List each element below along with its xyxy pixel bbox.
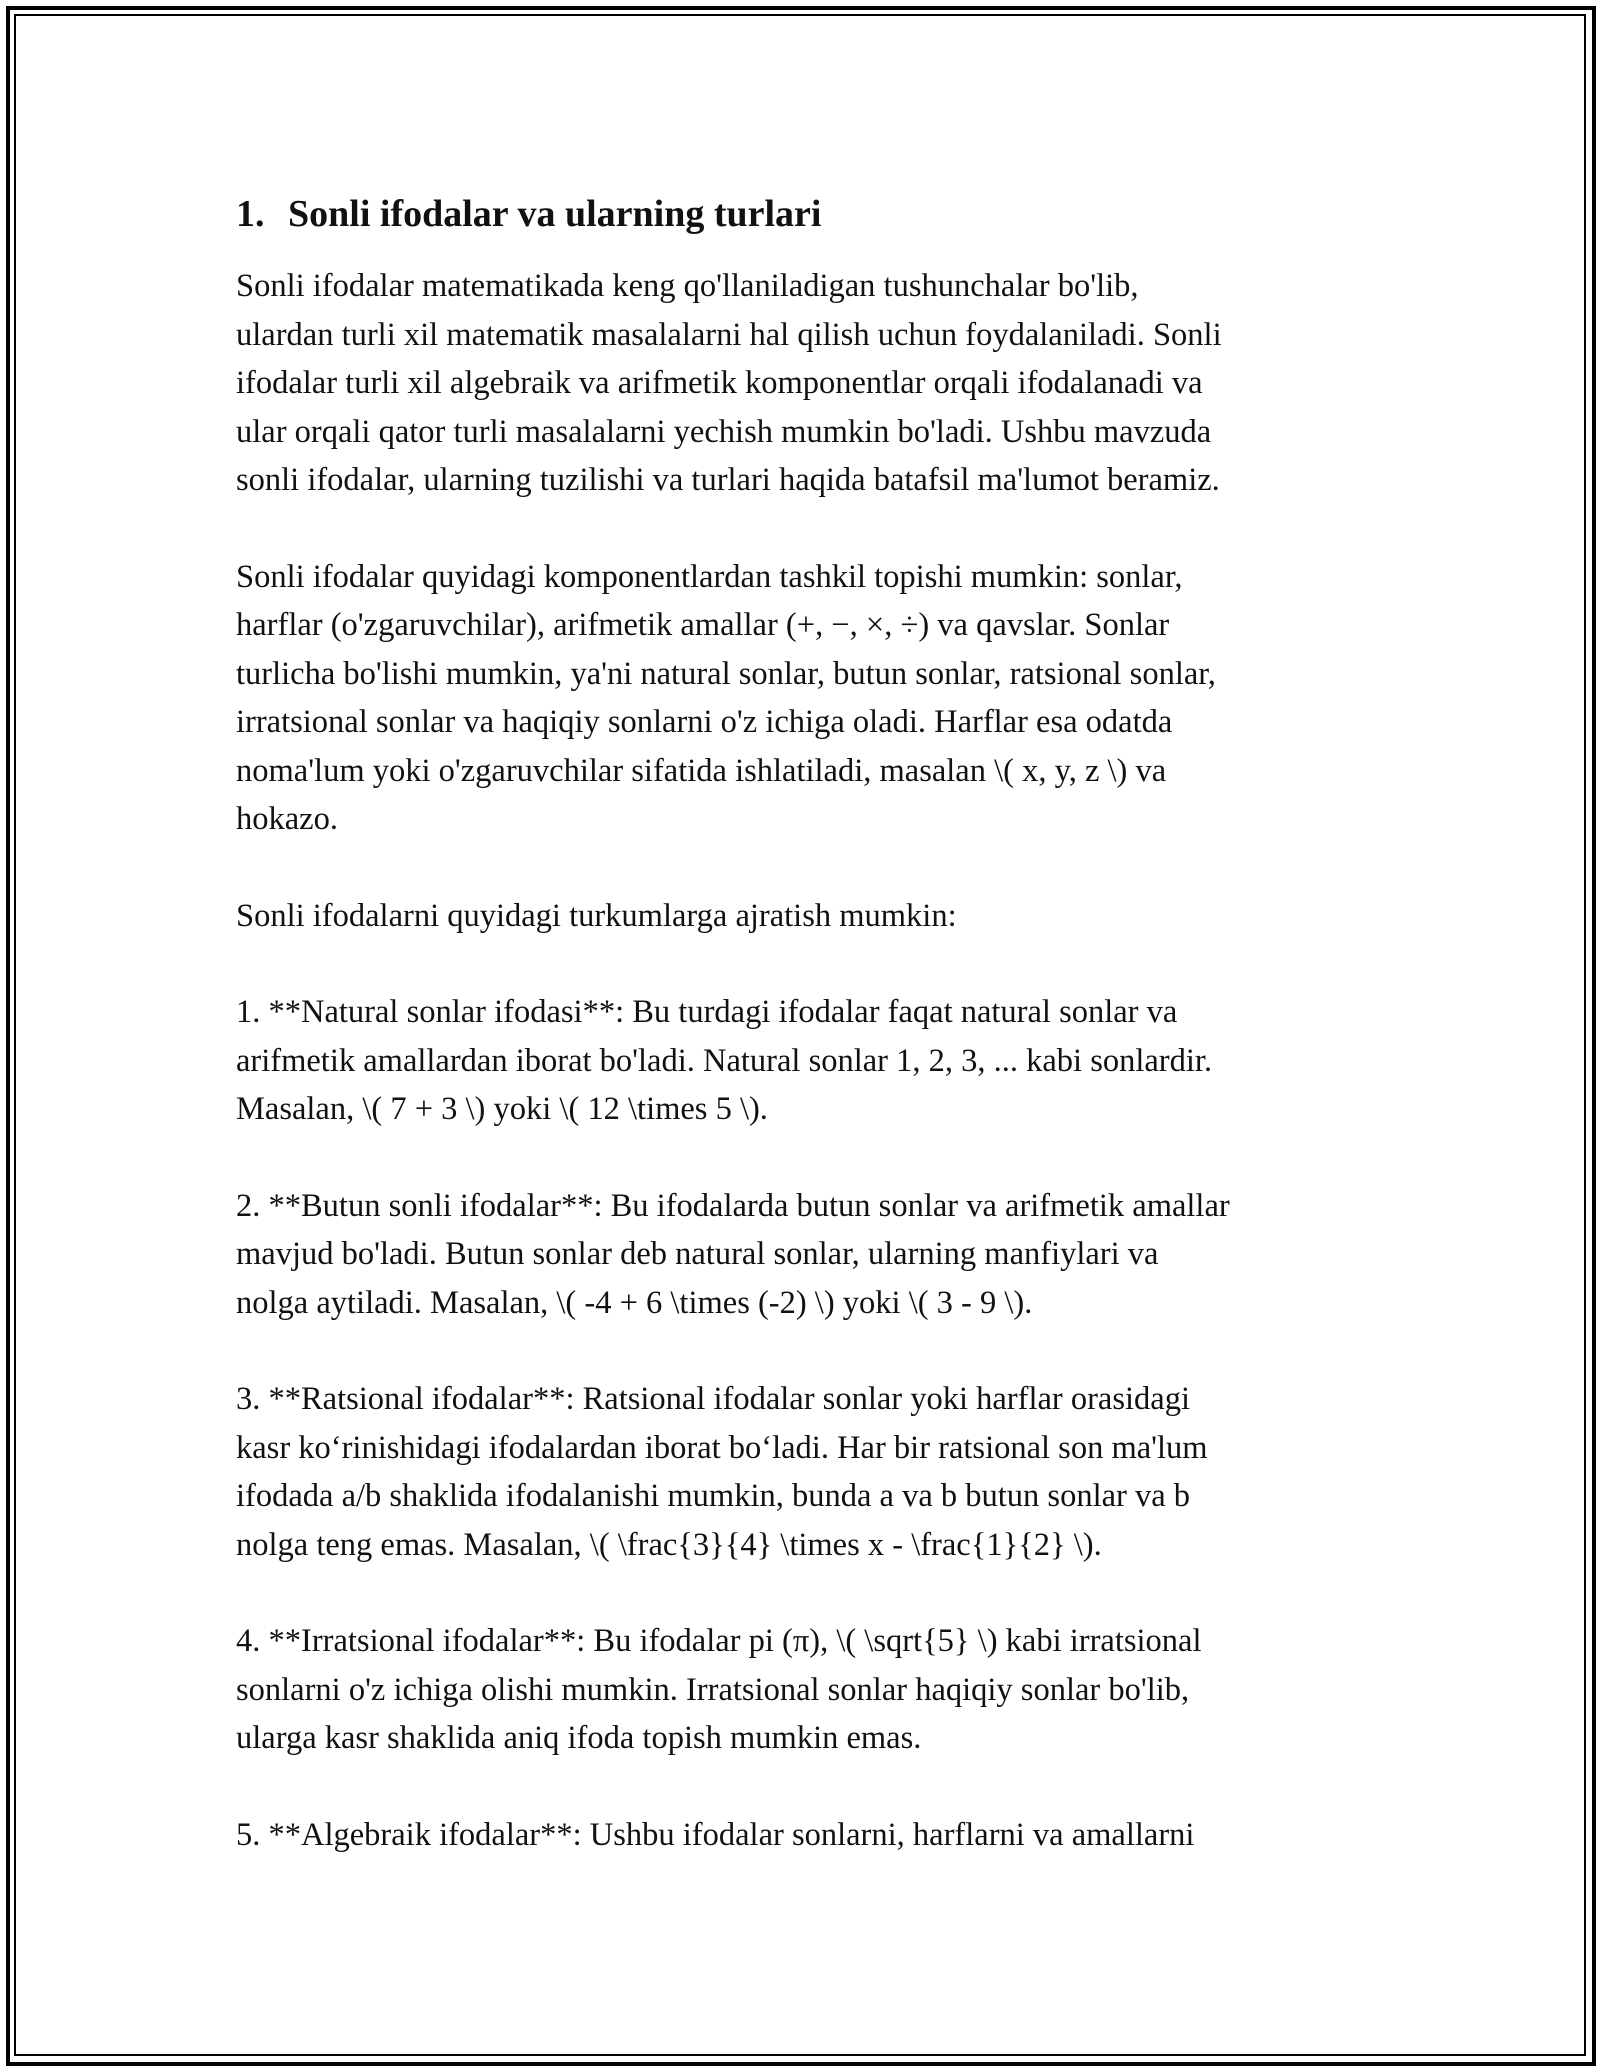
section-heading: [236, 186, 1366, 242]
text-line: Sonli ifodalarni quyidagi turkumlarga ajratish mumkin:: [236, 897, 957, 934]
text-line: arifmetik amallardan iborat bo'ladi. Natural sonlar 1, 2, 3, ... kabi sonlardir.: [236, 1042, 1213, 1079]
paragraph: [236, 1617, 1366, 1763]
text-line: ifodada a/b shaklida ifodalanishi mumkin, bunda a va b butun sonlar va b: [236, 1478, 1191, 1514]
paragraph: [236, 1182, 1366, 1328]
text-line: sonli ifodalar, ularning tuzilishi va turlari haqida batafsil ma'lumot beramiz.: [236, 462, 1220, 498]
text-line: 4. **Irratsional ifodalar**: Bu ifodalar pi (π), \( \sqrt{5} \) kabi irratsional: [236, 1623, 1202, 1659]
text-line: nolga aytiladi. Masalan, \( -4 + 6 \times (-2) \) yoki \( 3 - 9 \).: [236, 1284, 1033, 1321]
paragraph: [236, 262, 1366, 505]
text-line: hokazo.: [236, 801, 338, 837]
paragraph: [236, 988, 1366, 1134]
paragraph: [236, 553, 1366, 844]
section-title: Sonli ifodalar va ularning turlari: [288, 193, 822, 235]
text-line: ulardan turli xil matematik masalalarni hal qilish uchun foydalaniladi. Sonli: [236, 316, 1222, 353]
text-line: ularga kasr shaklida aniq ifoda topish mumkin emas.: [236, 1720, 922, 1756]
document-body: [236, 186, 1366, 1907]
text-line: Sonli ifodalar quyidagi komponentlardan tashkil topishi mumkin: sonlar,: [236, 558, 1183, 595]
text-line: nolga teng emas. Masalan, \( \frac{3}{4} \times x - \frac{1}{2} \).: [236, 1526, 1102, 1563]
text-line: 2. **Butun sonli ifodalar**: Bu ifodalarda butun sonlar va arifmetik amallar: [236, 1187, 1230, 1224]
text-line: Sonli ifodalar matematikada keng qo'llaniladigan tushunchalar bo'lib,: [236, 268, 1139, 304]
paragraph: [236, 892, 1366, 941]
text-line: mavjud bo'ladi. Butun sonlar deb natural sonlar, ularning manfiylari va: [236, 1236, 1159, 1272]
text-line: turlicha bo'lishi mumkin, ya'ni natural sonlar, butun sonlar, ratsional sonlar,: [236, 655, 1216, 692]
text-line: sonlarni o'z ichiga olishi mumkin. Irratsional sonlar haqiqiy sonlar bo'lib,: [236, 1671, 1190, 1708]
text-line: 3. **Ratsional ifodalar**: Ratsional ifodalar sonlar yoki harflar orasidagi: [236, 1381, 1190, 1417]
text-line: ifodalar turli xil algebraik va arifmetik komponentlar orqali ifodalanadi va: [236, 365, 1203, 401]
paragraph-list: [236, 262, 1366, 1859]
text-line: 1. **Natural sonlar ifodasi**: Bu turdagi ifodalar faqat natural sonlar va: [236, 994, 1178, 1030]
text-line: Masalan, \( 7 + 3 \) yoki \( 12 \times 5 \).: [236, 1091, 768, 1127]
paragraph: [236, 1811, 1366, 1860]
section-number: 1.: [236, 193, 265, 235]
text-line: harflar (o'zgaruvchilar), arifmetik amallar (+, −, ×, ÷) va qavslar. Sonlar: [236, 607, 1170, 643]
text-line: 5. **Algebraik ifodalar**: Ushbu ifodalar sonlarni, harflarni va amallarni: [236, 1816, 1195, 1853]
text-line: irratsional sonlar va haqiqiy sonlarni o'z ichiga oladi. Harflar esa odatda: [236, 704, 1173, 740]
paragraph: [236, 1375, 1366, 1569]
text-line: ular orqali qator turli masalalarni yechish mumkin bo'ladi. Ushbu mavzuda: [236, 413, 1212, 450]
text-line: kasr koʻrinishidagi ifodalardan iborat boʻladi. Har bir ratsional son ma'lum: [236, 1429, 1208, 1466]
text-line: noma'lum yoki o'zgaruvchilar sifatida ishlatiladi, masalan \( x, y, z \) va: [236, 752, 1167, 789]
